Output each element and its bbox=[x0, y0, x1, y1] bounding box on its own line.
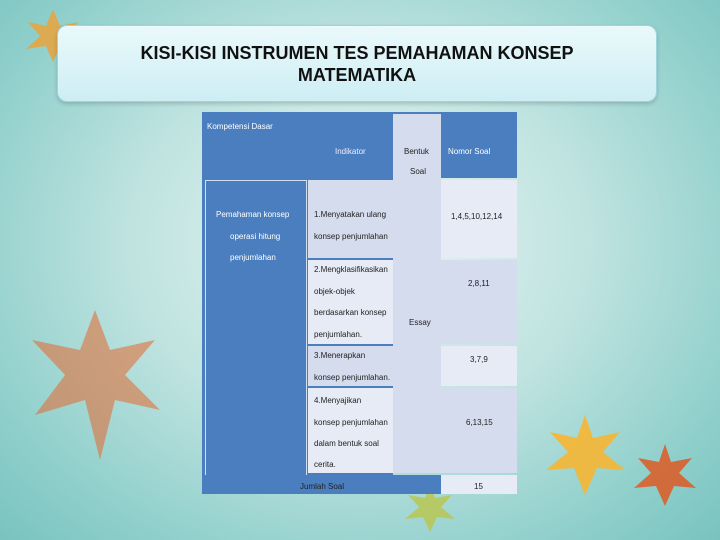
header-soal: Soal bbox=[410, 167, 427, 176]
kompetensi-line-2: operasi hitung bbox=[230, 232, 281, 241]
row4-indikator-line2: konsep penjumlahan bbox=[314, 418, 388, 427]
bentuk-essay: Essay bbox=[409, 318, 431, 327]
row4-indikator-line4: cerita. bbox=[314, 460, 336, 469]
row4-indikator-line1: 4.Menyajikan bbox=[314, 396, 362, 405]
row4-nomor: 6,13,15 bbox=[466, 418, 493, 427]
slide-title-line1: KISI-KISI INSTRUMEN TES PEMAHAMAN KONSEP bbox=[140, 42, 574, 63]
row2-indikator-line2: objek-objek bbox=[314, 287, 355, 296]
row2-nomor-cell bbox=[441, 260, 517, 344]
row1-indikator-cell bbox=[308, 180, 393, 258]
header-bentuk: Bentuk bbox=[404, 147, 429, 156]
row4-nomor-cell bbox=[441, 388, 517, 473]
row1-indikator-line2: konsep penjumlahan bbox=[314, 232, 388, 241]
kompetensi-line-3: penjumlahan bbox=[230, 253, 276, 262]
row1-nomor: 1,4,5,10,12,14 bbox=[451, 212, 503, 221]
total-label: Jumlah Soal bbox=[300, 482, 345, 491]
row1-indikator-line1: 1.Menyatakan ulang bbox=[314, 210, 387, 219]
row2-nomor: 2,8,11 bbox=[468, 279, 490, 288]
row2-indikator-line3: berdasarkan konsep bbox=[314, 308, 387, 317]
kompetensi-inner bbox=[205, 180, 307, 494]
row3-indikator-line1: 3.Menerapkan bbox=[314, 351, 366, 360]
header-kompetensi-dasar: Kompetensi Dasar bbox=[207, 122, 273, 131]
row2-indikator-line1: 2.Mengklasifikasikan bbox=[314, 265, 388, 274]
row4-indikator-line3: dalam bentuk soal bbox=[314, 439, 379, 448]
row3-indikator-line2: konsep penjumlahan. bbox=[314, 373, 391, 382]
row2-indikator-line4: penjumlahan. bbox=[314, 330, 363, 339]
header-nomor-soal: Nomor Soal bbox=[448, 147, 491, 156]
header-indikator: Indikator bbox=[335, 147, 366, 156]
row3-nomor-cell bbox=[441, 346, 517, 386]
row3-nomor: 3,7,9 bbox=[470, 355, 488, 364]
kompetensi-line-1: Pemahaman konsep bbox=[216, 210, 290, 219]
total-value: 15 bbox=[474, 482, 483, 491]
slide-title-line2: MATEMATIKA bbox=[297, 64, 417, 85]
